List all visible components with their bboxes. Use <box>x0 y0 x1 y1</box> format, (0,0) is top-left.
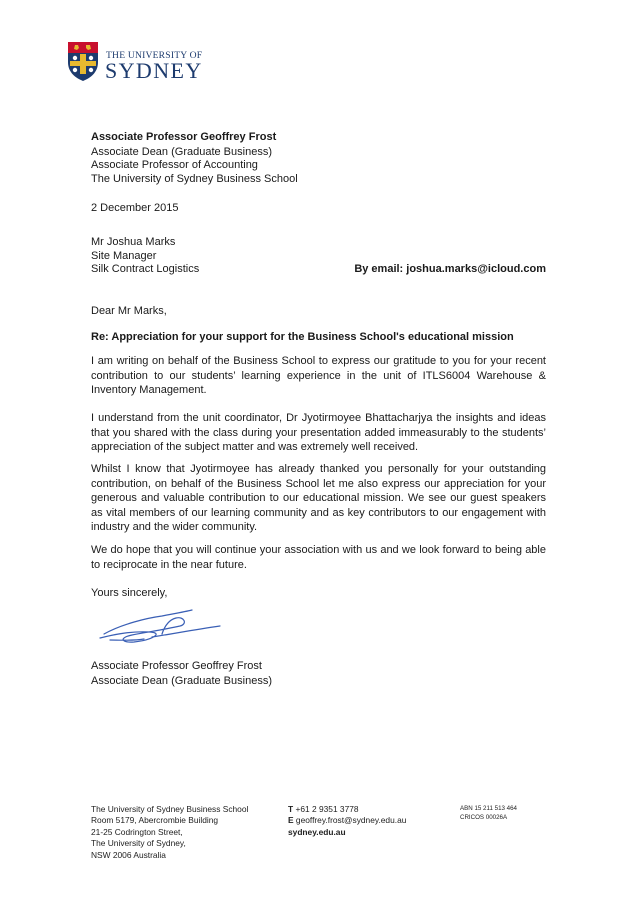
recipient-company: Silk Contract Logistics <box>91 263 200 276</box>
body-paragraph-3: Whilst I know that Jyotirmoyee has already thanked you personally for your outstanding contribution, on behalf of the Business School let me also express our appreciation for your generous and valuable contribution to our educational mission. We see our guest speakers as vital members of our learning community and as key contributors to our engagement with industry and the wider community. <box>91 463 546 533</box>
signoff-block <box>91 660 547 688</box>
footer-website-link[interactable]: sydney.edu.au <box>288 826 346 837</box>
university-crest-icon <box>66 40 100 82</box>
recipient-role: Site Manager <box>91 249 157 262</box>
footer-phone <box>288 804 406 815</box>
sender-title-1: Associate Dean (Graduate Business) <box>91 145 272 158</box>
footer-address-line: 21-25 Codrington Street, <box>91 826 183 837</box>
letter-subject: Re: Appreciation for your support for the Business School's educational mission <box>91 331 514 343</box>
footer-address-line: The University of Sydney Business School <box>91 804 249 814</box>
body-paragraph-1: I am writing on behalf of the Business School to express our gratitude to you for your recent contribution to our students’ learning experience in the unit of ITLS6004 Warehouse & Inventory Management. <box>91 355 546 396</box>
recipient-name: Mr Joshua Marks <box>91 236 176 248</box>
email-label: E <box>288 815 294 826</box>
recipient-email-line: By email: joshua.marks@icloud.com <box>354 263 546 275</box>
footer-address-line: NSW 2006 Australia <box>91 849 166 860</box>
footer-address <box>91 804 248 861</box>
letter-date: 2 December 2015 <box>91 202 179 214</box>
sender-title-2: Associate Professor of Accounting <box>91 159 258 172</box>
phone-label: T <box>288 804 294 814</box>
sender-name: Associate Professor Geoffrey Frost <box>91 131 277 143</box>
sender-org: The University of Sydney Business School <box>91 172 298 185</box>
closing: Yours sincerely, <box>91 587 168 599</box>
body-paragraph-4: We do hope that you will continue your association with us and we look forward to being able to reciprocate in the near future. <box>91 544 546 571</box>
university-logo <box>66 40 216 92</box>
footer-email <box>288 815 406 826</box>
body-paragraph-2: I understand from the unit coordinator, Dr Jyotirmoyee Bhattacharjya the insights and ideas that you shared with the class during your presentation added immeasurably to the students’ appreciation of the subject matter and was extremely well received. <box>91 412 546 453</box>
sender-block <box>91 131 547 186</box>
footer-registration <box>460 805 517 823</box>
signature-image <box>92 604 222 646</box>
letterhead-line2: SYDNEY <box>105 58 203 83</box>
letterhead-line1: THE UNIVERSITY OF <box>106 50 203 61</box>
signoff-title: Associate Dean (Graduate Business) <box>91 674 272 687</box>
footer-contact <box>288 804 406 838</box>
footer-address-line: Room 5179, Abercrombie Building <box>91 815 219 826</box>
signoff-name: Associate Professor Geoffrey Frost <box>91 660 262 672</box>
email-address[interactable]: geoffrey.frost@sydney.edu.au <box>295 815 407 826</box>
salutation: Dear Mr Marks, <box>91 305 167 317</box>
abn-number: ABN 15 211 513 464 <box>460 805 517 812</box>
footer-address-line: The University of Sydney, <box>91 838 186 849</box>
phone-number[interactable]: +61 2 9351 3778 <box>295 804 359 814</box>
cricos-code: CRICOS 00026A <box>460 813 508 821</box>
